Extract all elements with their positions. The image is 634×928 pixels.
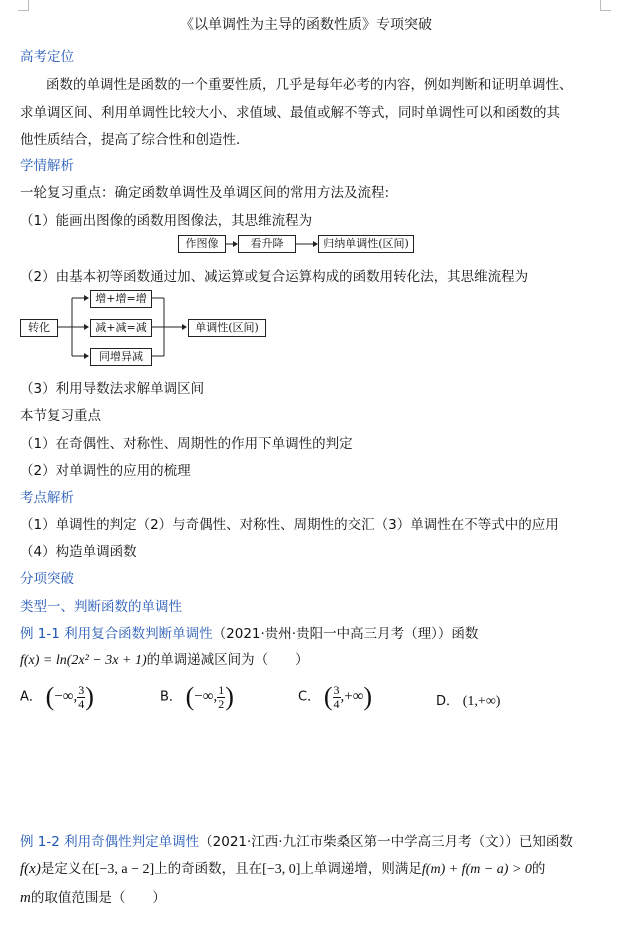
kaodian-line-1: （1）单调性的判定（2）与奇偶性、对称性、周期性的交汇（3）单调性在不等式中的应用 xyxy=(20,517,559,533)
example-1-1-function: f(x) = ln(2x² − 3x + 1) xyxy=(20,653,147,668)
item-1: （1）能画出图像的函数用图像法，其思维流程为 xyxy=(20,213,313,229)
para1-line2: 求单调区间、利用单调性比较大小、求值域、最值或解不等式，同时单调性可以和函数的其 xyxy=(20,105,560,121)
page-corner-mark-left xyxy=(18,0,29,11)
flow1-step-draw: 作图像 xyxy=(178,235,226,253)
benjie-item-2: （2）对单调性的应用的梳理 xyxy=(20,463,191,479)
heading-fenxiang: 分项突破 xyxy=(20,571,74,587)
example-1-1-source: （2021·贵州·贵阳一中高三月考（理））函数 xyxy=(212,626,479,642)
flow2-branch-composite: 同增异减 xyxy=(90,348,152,366)
flow1-arrow-1 xyxy=(225,238,239,250)
benjie-item-1: （1）在奇偶性、对称性、周期性的作用下单调性的判定 xyxy=(20,436,353,452)
option-c[interactable]: C． ( $\frac{3}{4}$ ,+∞) xyxy=(298,682,373,711)
option-d[interactable]: D． (1,+∞) xyxy=(436,694,501,709)
line-yilun: 一轮复习重点：确定函数单调性及单调区间的常用方法及流程: xyxy=(20,185,390,201)
example-1-1-line1 xyxy=(20,622,478,642)
flow1-step-rise-fall: 看升降 xyxy=(238,235,296,253)
flow1-step-summarize: 归纳单调性(区间) xyxy=(318,235,414,253)
example-1-2-line1 xyxy=(20,830,573,850)
item-2: （2）由基本初等函数通过加、减运算或复合运算构成的函数用转化法，其思维流程为 xyxy=(20,269,529,285)
example-1-1-line2 xyxy=(20,648,309,669)
example-1-1-question: 的单调递减区间为（ ） xyxy=(146,652,309,668)
flow2-start: 转化 xyxy=(20,319,58,337)
flow2-end: 单调性(区间) xyxy=(188,319,266,337)
flow1-arrow-2 xyxy=(295,238,319,250)
heading-gaokao: 高考定位 xyxy=(20,49,74,65)
kaodian-line-2: （4）构造单调函数 xyxy=(20,544,137,560)
page-corner-mark-right xyxy=(600,0,611,11)
option-b[interactable]: B． (−∞, $\frac{1}{2}$ ) xyxy=(160,682,234,711)
flow2-branch-inc-inc: 增+增=增 xyxy=(90,290,152,308)
flow2-branch-dec-dec: 减+减=减 xyxy=(90,319,152,337)
example-1-2-source: （2021·江西·九江市柴桑区第一中学高三月考（文））已知函数 xyxy=(199,834,573,850)
document-title: 《以单调性为主导的函数性质》专项突破 xyxy=(180,17,432,33)
line-benjie: 本节复习重点 xyxy=(20,408,101,424)
para1-line1: 函数的单调性是函数的一个重要性质，几乎是每年必考的内容，例如判断和证明单调性、 xyxy=(46,77,573,93)
example-1-1-label: 例 1-1 利用复合函数判断单调性 xyxy=(20,626,213,642)
example-1-2-line3: m的取值范围是（ ） xyxy=(20,890,166,906)
para1-line3: 他性质结合，提高了综合性和创造性． xyxy=(20,132,250,148)
example-1-2-line2: f(x)是定义在[−3, a − 2]上的奇函数，且在[−3, 0]上单调递增，则满足f(m) + f(m − a) > 0的 xyxy=(20,861,546,877)
heading-kaodian: 考点解析 xyxy=(20,490,74,506)
heading-xueqing: 学情解析 xyxy=(20,158,74,174)
item-3: （3）利用导数法求解单调区间 xyxy=(20,381,205,397)
option-a[interactable]: A． (−∞, $\frac{3}{4}$ ) xyxy=(20,682,94,711)
type-1-heading: 类型一、判断函数的单调性 xyxy=(20,599,182,615)
example-1-2-label: 例 1-2 利用奇偶性判定单调性 xyxy=(20,834,200,850)
